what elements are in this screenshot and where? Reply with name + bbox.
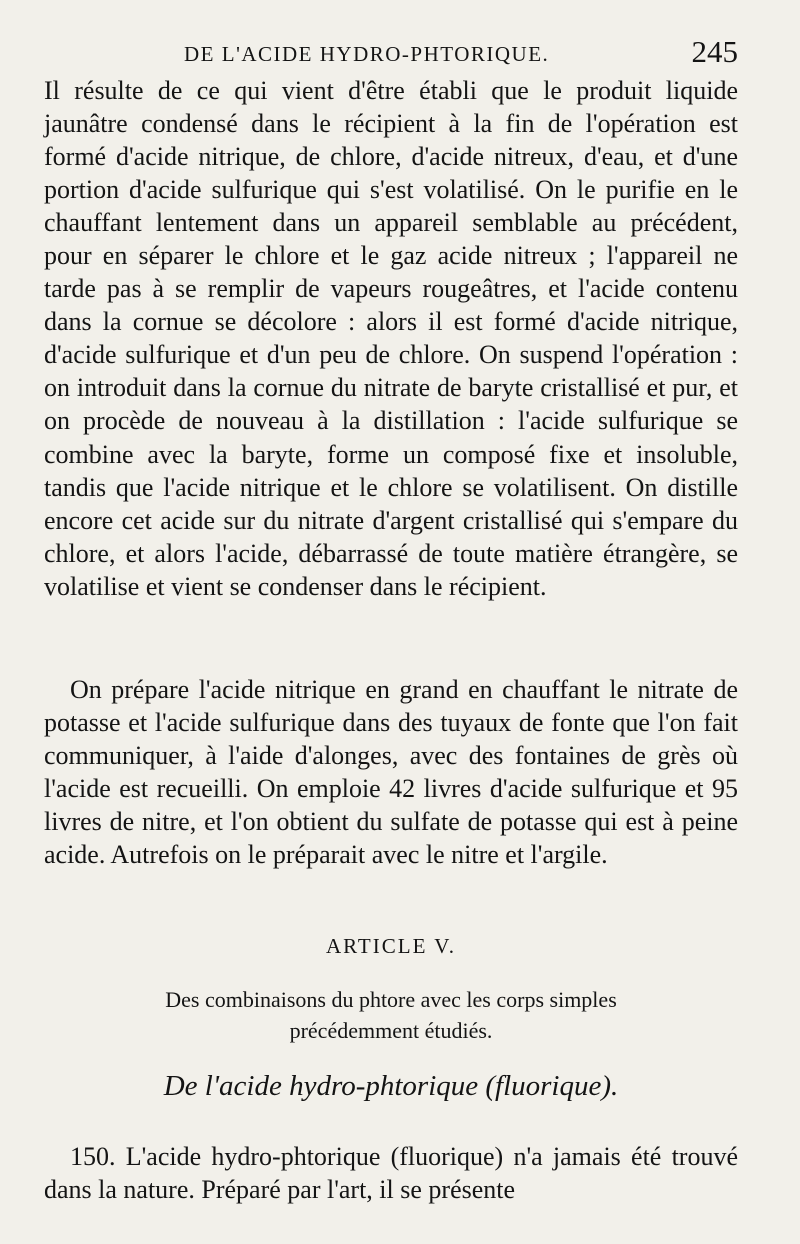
article-subtitle-line-1: Des combinaisons du phtore avec les corps simples	[165, 987, 617, 1012]
running-title: DE L'ACIDE HYDRO-PHTORIQUE.	[184, 42, 550, 66]
running-head	[44, 34, 738, 74]
paragraph-2: On prépare l'acide nitrique en grand en chauffant le nitrate de potasse et l'acide sulfurique dans des tuyaux de fonte que l'on fait communiquer, à l'aide d'alonges, avec des fontaines de grès où l'acide est recueilli. On emploie 42 livres d'acide sulfurique et 95 livres de nitre, et l'on obtient du sulfate de potasse qui est à peine acide. Autrefois on le préparait avec le nitre et l'argile.	[44, 675, 738, 870]
article-subtitle-line-2: précédemment étudiés.	[289, 1018, 493, 1043]
article-subtitle	[44, 984, 738, 1046]
section-heading: De l'acide hydro-phtorique (fluorique).	[163, 1070, 619, 1102]
article-heading: ARTICLE V.	[326, 934, 456, 958]
paragraph-1: Il résulte de ce qui vient d'être établi que le produit liquide jaunâtre condensé dans le récipient à la fin de l'opération est formé d'acide nitrique, de chlore, d'acide nitreux, d'eau, et d'une portion d'acide sulfurique qui s'est volatilisé. On le purifie en le chauffant lentement dans un appareil semblable au précédent, pour en séparer le chlore et le gaz acide nitreux ; l'appareil ne tarde pas à se remplir de vapeurs rougeâtres, et l'acide contenu dans la cornue se décolore : alors il est formé d'acide nitrique, d'acide sulfurique et d'un peu de chlore. On suspend l'opération : on introduit dans la cornue du nitrate de baryte cristallisé et pur, et on procède de nouveau à la distillation : l'acide sulfurique se combine avec la baryte, forme un composé fixe et insoluble, tandis que l'acide nitrique et le chlore se volatilisent. On distille encore cet acide sur du nitrate d'argent cristallisé qui s'empare du chlore, et alors l'acide, débarrassé de toute matière étrangère, se volatilise et vient se condenser dans le récipient.	[44, 76, 738, 601]
paragraph-150: 150. L'acide hydro-phtorique (fluorique) n'a jamais été trouvé dans la nature. Préparé par l'art, il se présente	[44, 1142, 738, 1205]
page-number: 245	[691, 34, 738, 69]
